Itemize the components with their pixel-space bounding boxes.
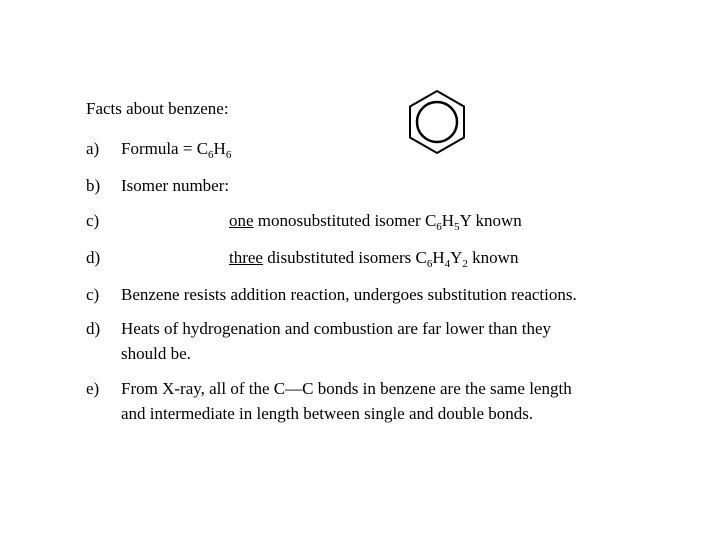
item-text-line1: Heats of hydrogenation and combustion are far lower than they	[121, 319, 552, 338]
item-text: Benzene resists addition reaction, undergoes substitution reactions.	[121, 285, 577, 304]
item-marker: e)	[86, 379, 100, 398]
item-marker: c)	[86, 211, 100, 230]
item-text-line2: should be.	[121, 344, 191, 363]
page-title: Facts about benzene:	[86, 99, 229, 118]
item-marker: a)	[86, 139, 100, 158]
item-marker: b)	[86, 176, 101, 195]
item-marker: c)	[86, 285, 100, 304]
benzene-ring-icon	[403, 89, 471, 155]
item-text-line1: From X-ray, all of the C—C bonds in benzene are the same length	[121, 379, 572, 398]
item-text: one monosubstituted isomer $C_6H_5Y$ known	[229, 211, 522, 233]
item-marker: d)	[86, 319, 101, 338]
item-text: three disubstituted isomers $C_6H_4Y_2$ known	[229, 248, 519, 270]
item-text: Isomer number:	[121, 176, 230, 195]
item-marker: d)	[86, 248, 101, 267]
formula-line: Formula = $C_6H_6$	[121, 139, 232, 161]
item-text-line2: and intermediate in length between single and double bonds.	[121, 404, 534, 423]
